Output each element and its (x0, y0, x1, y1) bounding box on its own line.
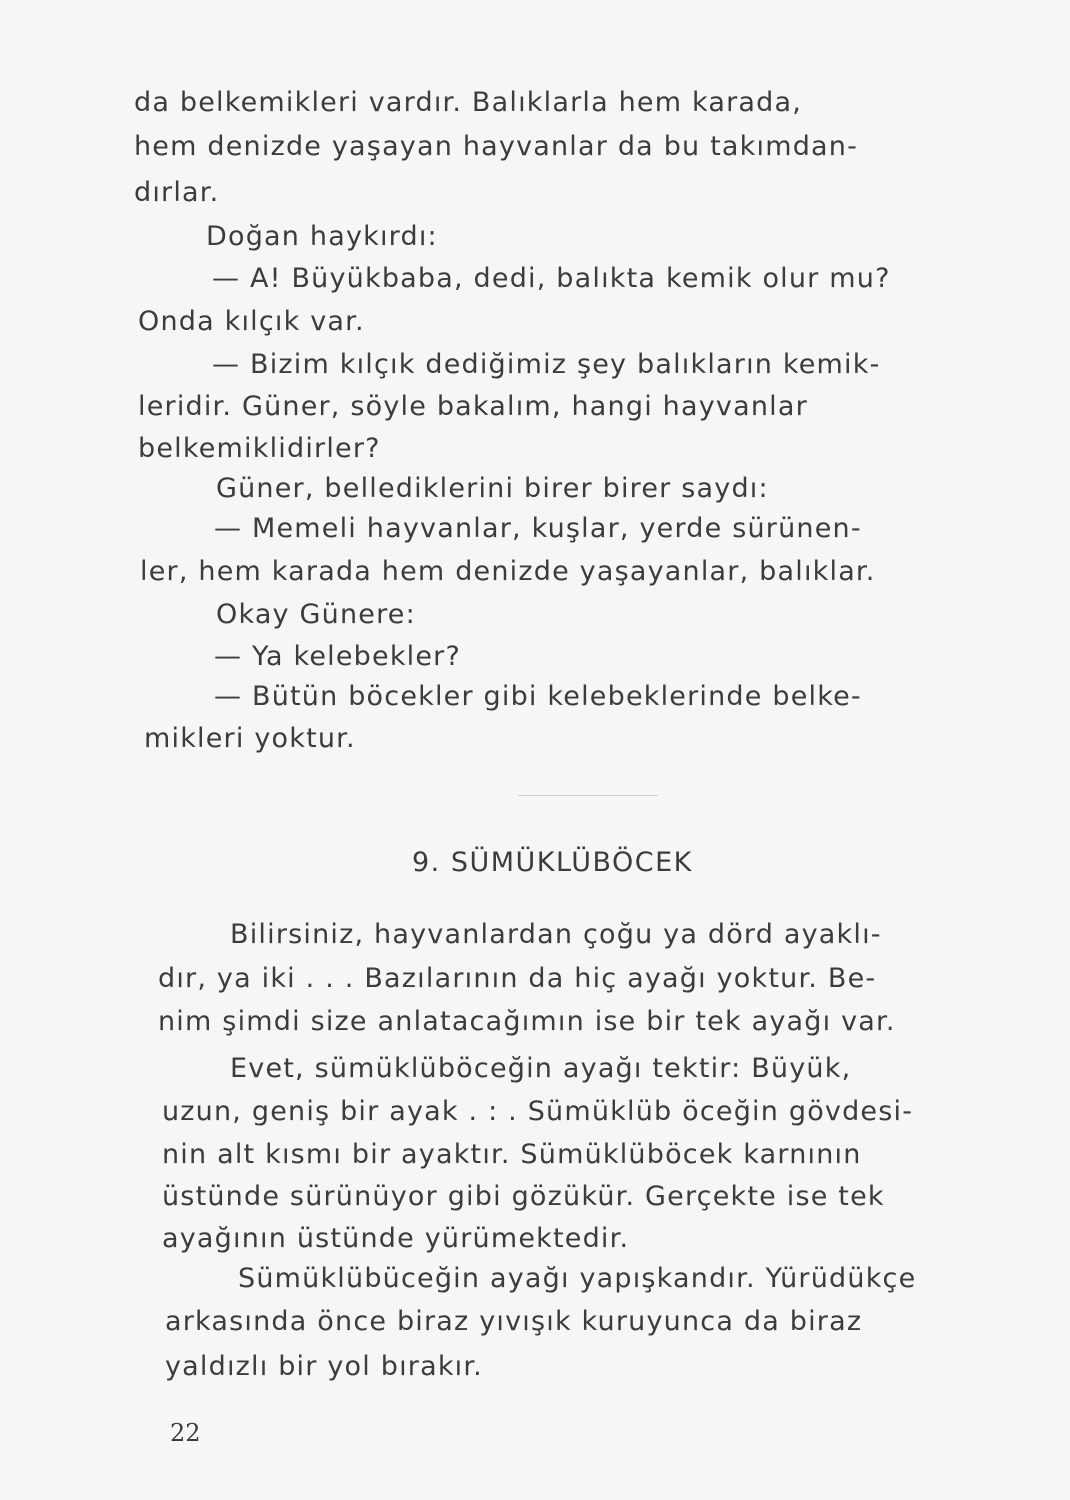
text-line: mikleri yoktur. (144, 723, 356, 754)
text-line: Evet, sümüklüböceğin ayağı tektir: Büyük, (230, 1053, 852, 1084)
text-line: dırlar. (134, 177, 220, 208)
section-title: 9. SÜMÜKLÜBÖCEK (412, 847, 693, 878)
text-line: belkemiklidirler? (138, 433, 381, 464)
text-line: uzun, geniş bir ayak . : . Sümüklüb öceğin gövdesi- (162, 1096, 914, 1127)
text-line: — Memeli hayvanlar, kuşlar, yerde sürünen- (214, 513, 862, 544)
text-line: Onda kılçık var. (138, 306, 365, 337)
text-line: — Bizim kılçık dediğimiz şey balıkların kemik- (212, 349, 881, 380)
text-line: da belkemikleri vardır. Balıklarla hem karada, (134, 87, 803, 118)
text-line: hem denizde yaşayan hayvanlar da bu takımdan- (134, 131, 859, 162)
text-line: yaldızlı bir yol bırakır. (165, 1351, 483, 1382)
text-line: nin alt kısmı bir ayaktır. Sümüklüböcek karnının (162, 1139, 862, 1170)
section-divider (518, 795, 658, 796)
text-line: Bilirsiniz, hayvanlardan çoğu ya dörd ayaklı- (230, 919, 882, 950)
text-line: dır, ya iki . . . Bazılarının da hiç ayağı yoktur. Be- (158, 963, 877, 994)
text-line: — A! Büyükbaba, dedi, balıkta kemik olur mu? (212, 263, 891, 294)
text-line: — Bütün böcekler gibi kelebeklerinde belke- (214, 681, 862, 712)
text-line: Okay Günere: (216, 599, 416, 630)
text-line: Güner, bellediklerini birer birer saydı: (216, 473, 769, 504)
text-line: leridir. Güner, söyle bakalım, hangi hayvanlar (138, 391, 808, 422)
text-line: üstünde sürünüyor gibi gözükür. Gerçekte ise tek (162, 1181, 885, 1212)
text-line: arkasında önce biraz yıvışık kuruyunca da biraz (165, 1306, 863, 1337)
text-line: ayağının üstünde yürümektedir. (162, 1223, 630, 1254)
text-line: Doğan haykırdı: (206, 221, 438, 252)
page-number: 22 (170, 1419, 201, 1447)
text-line: ler, hem karada hem denizde yaşayanlar, balıklar. (140, 556, 876, 587)
text-line: Sümüklübüceğin ayağı yapışkandır. Yürüdükçe (238, 1263, 917, 1294)
text-line: nim şimdi size anlatacağımın ise bir tek ayağı var. (158, 1006, 896, 1037)
text-line: — Ya kelebekler? (214, 641, 462, 672)
